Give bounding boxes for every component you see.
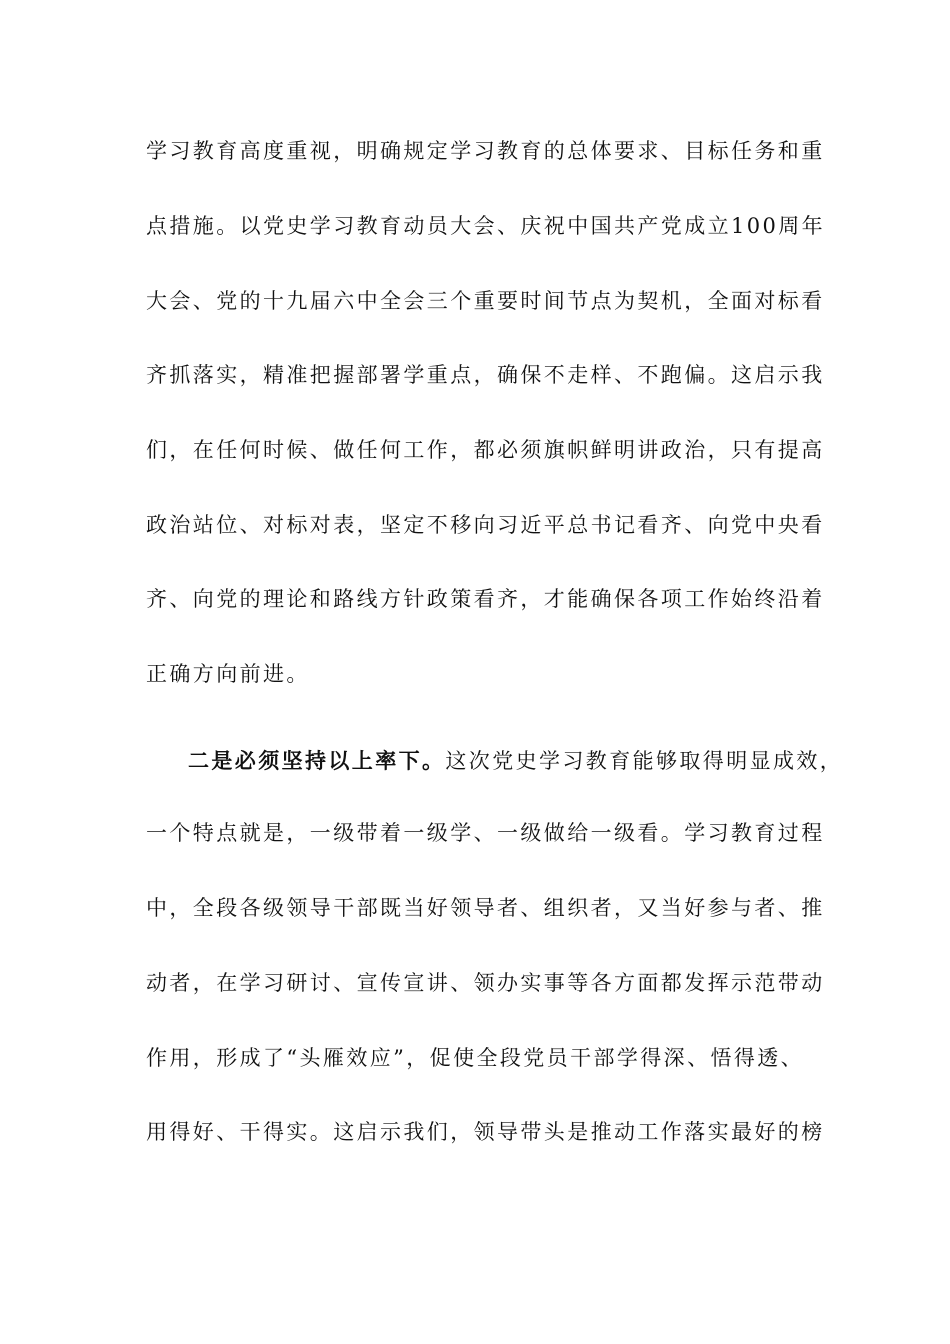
paragraph1-line: 学习教育高度重视，明确规定学习教育的总体要求、目标任务和重 — [146, 139, 825, 163]
paragraph2-line: 中，全段各级领导干部既当好领导者、组织者，又当好参与者、推 — [146, 896, 825, 920]
paragraph1-line: 点措施。以党史学习教育动员大会、庆祝中国共产党成立100周年 — [146, 214, 826, 238]
paragraph1-line: 政治站位、对标对表，坚定不移向习近平总书记看齐、向党中央看 — [146, 513, 825, 537]
paragraph2-heading: 二是必须坚持以上率下。 — [188, 748, 446, 773]
paragraph1-line: 们，在任何时候、做任何工作，都必须旗帜鲜明讲政治，只有提高 — [146, 438, 825, 462]
paragraph2-first-line — [188, 746, 848, 776]
paragraph1-line: 大会、党的十九届六中全会三个重要时间节点为契机，全面对标看 — [146, 289, 825, 313]
paragraph1-line: 正确方向前进。 — [146, 662, 310, 686]
paragraph2-line: 一个特点就是，一级带着一级学、一级做给一级看。学习教育过程 — [146, 821, 825, 845]
paragraph2-first-line-text: 这次党史学习教育能够取得明显成效， — [445, 749, 844, 773]
paragraph2-line: 动者，在学习研讨、宣传宣讲、领办实事等各方面都发挥示范带动 — [146, 971, 825, 995]
paragraph1-line: 齐、向党的理论和路线方针政策看齐，才能确保各项工作始终沿着 — [146, 587, 825, 611]
paragraph1-line: 齐抓落实，精准把握部署学重点，确保不走样、不跑偏。这启示我 — [146, 363, 825, 387]
paragraph2-line: 作用，形成了“头雁效应”，促使全段党员干部学得深、悟得透、 — [146, 1046, 805, 1070]
paragraph2-line: 用得好、干得实。这启示我们，领导带头是推动工作落实最好的榜 — [146, 1120, 825, 1144]
